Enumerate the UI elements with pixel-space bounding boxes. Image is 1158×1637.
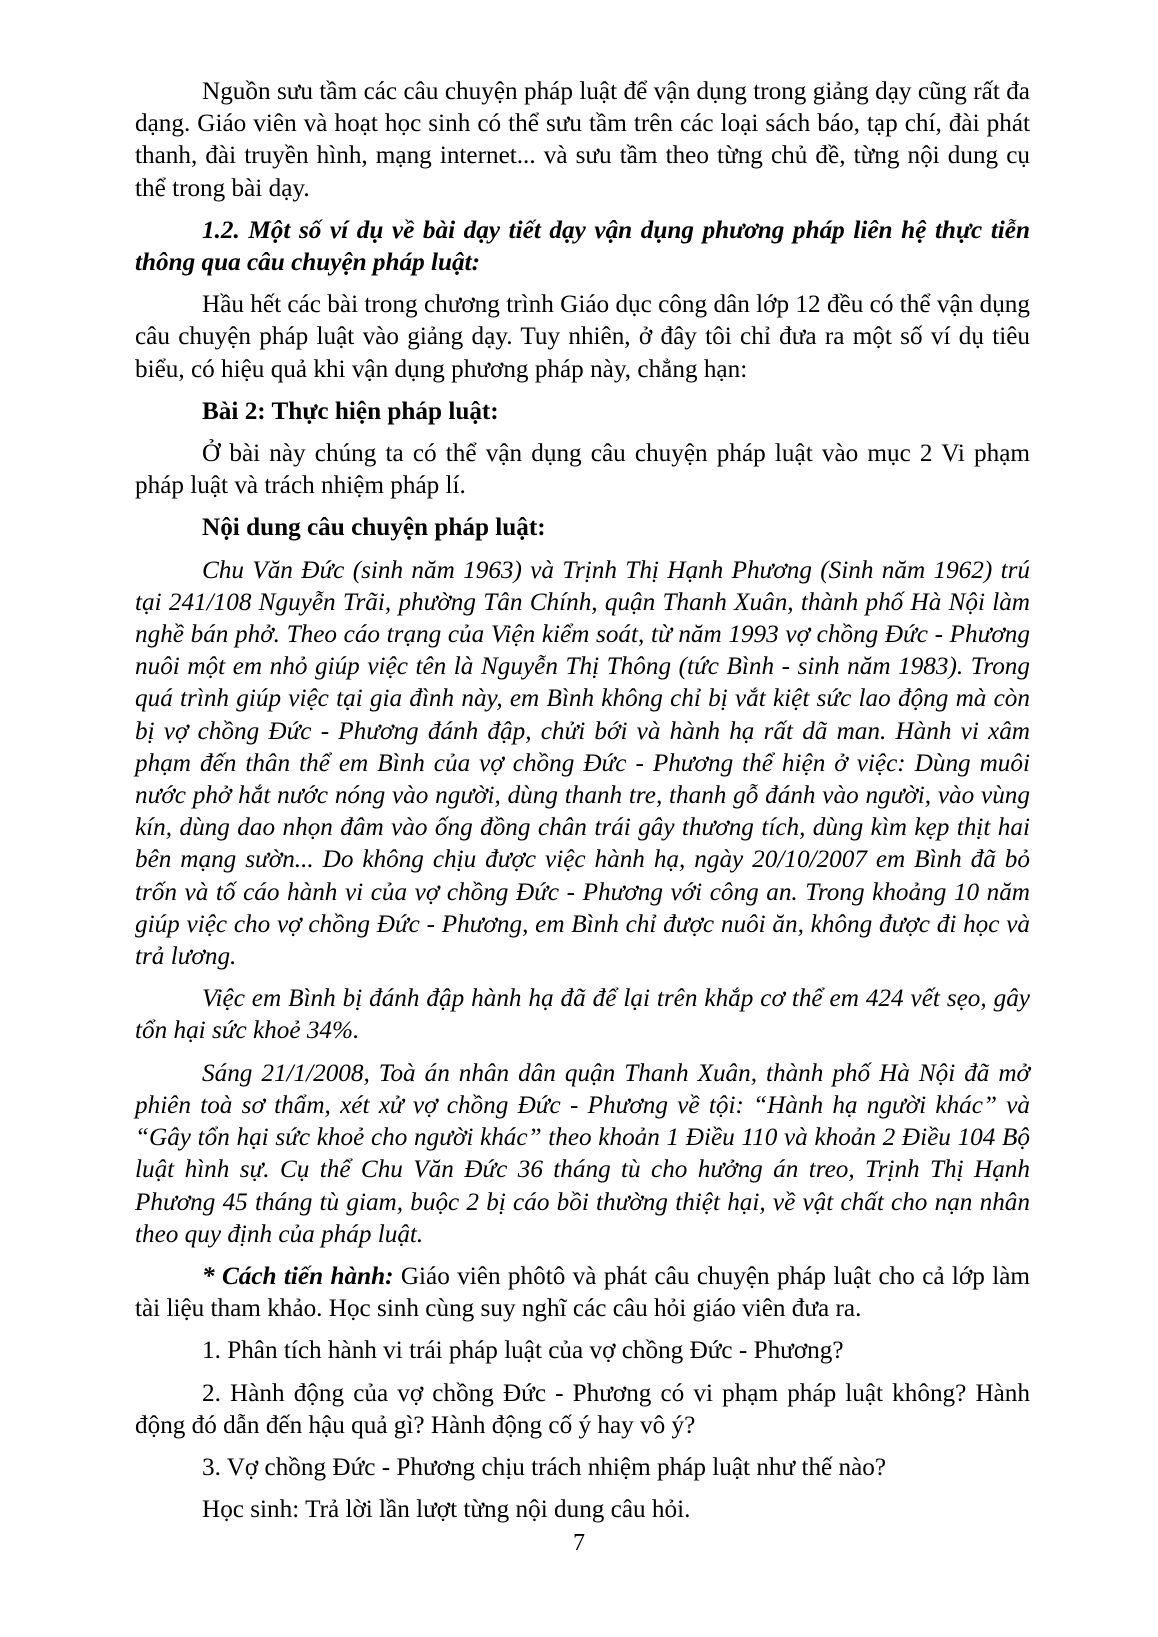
method-paragraph	[135, 1261, 1030, 1325]
question-1: 1. Phân tích hành vi trái pháp luật của vợ chồng Đức - Phương?	[202, 1337, 844, 1365]
document-page	[135, 76, 1030, 1536]
story-heading: Nội dung câu chuyện pháp luật:	[202, 514, 546, 542]
question-2: 2. Hành động của vợ chồng Đức - Phương có vi phạm pháp luật không? Hành động đó dẫn đến hậu quả gì? Hành động cố ý hay vô ý?	[135, 1379, 1030, 1439]
story-paragraph-3: Sáng 21/1/2008, Toà án nhân dân quận Thanh Xuân, thành phố Hà Nội đã mở phiên toà sơ thẩm, xét xử vợ chồng Đức - Phương về tội: “Hành hạ người khác” và “Gây tổn hại sức khoẻ cho người khác” theo khoản 1 Điều 110 và khoản 2 Điều 104 Bộ luật hình sự. Cụ thể Chu Văn Đức 36 tháng tù cho hưởng án treo, Trịnh Thị Hạnh Phương 45 tháng tù giam, buộc 2 bị cáo bồi thường thiệt hại, về vật chất cho nạn nhân theo quy định của pháp luật.	[135, 1059, 1030, 1248]
overview-paragraph: Hầu hết các bài trong chương trình Giáo dục công dân lớp 12 đều có thể vận dụng câu chuyện pháp luật vào giảng dạy. Tuy nhiên, ở đây tôi chỉ đưa ra một số ví dụ tiêu biểu, có hiệu quả khi vận dụng phương pháp này, chẳng hạn:	[135, 291, 1030, 383]
story-paragraph-1: Chu Văn Đức (sinh năm 1963) và Trịnh Thị Hạnh Phương (Sinh năm 1962) trú tại 241/108 Nguyễn Trãi, phường Tân Chính, quận Thanh Xuân, thành phố Hà Nội làm nghề bán phở. Theo cáo trạng của Viện kiểm soát, từ năm 1993 vợ chồng Đức - Phương nuôi một em nhỏ giúp việc tên là Nguyễn Thị Thông (tức Bình - sinh năm 1983). Trong quá trình giúp việc tại gia đình này, em Bình không chỉ bị vắt kiệt sức lao động mà còn bị vợ chồng Đức - Phương đánh đập, chửi bới và hành hạ rất dã man. Hành vi xâm phạm đến thân thể em Bình của vợ chồng Đức - Phương thể hiện ở việc: Dùng muôi nước phở hắt nước nóng vào người, dùng thanh tre, thanh gỗ đánh vào người, vào vùng kín, dùng dao nhọn đâm vào ống đồng chân trái gây thương tích, dùng kìm kẹp thịt hai bên mạng sườn... Do không chịu được việc hành hạ, ngày 20/10/2007 em Bình đã bỏ trốn và tố cáo hành vi của vợ chồng Đức - Phương với công an. Trong khoảng 10 năm giúp việc cho vợ chồng Đức - Phương, em Bình chỉ được nuôi ăn, không được đi học và trả lương.	[135, 556, 1030, 971]
student-answer: Học sinh: Trả lời lần lượt từng nội dung câu hỏi.	[202, 1496, 691, 1524]
story-paragraph-2: Việc em Bình bị đánh đập hành hạ đã để lại trên khắp cơ thể em 424 vết sẹo, gây tổn hại sức khoẻ 34%.	[135, 985, 1030, 1045]
method-label: * Cách tiến hành:	[202, 1262, 394, 1290]
method-text: Giáo viên phôtô và phát câu chuyện pháp luật cho cả lớp làm tài liệu tham khảo. Học sinh cùng suy nghĩ các câu hỏi giáo viên đưa ra.	[135, 1262, 1030, 1323]
intro-paragraph: Nguồn sưu tầm các câu chuyện pháp luật để vận dụng trong giảng dạy cũng rất đa dạng. Giáo viên và hoạt học sinh có thể sưu tầm trên các loại sách báo, tạp chí, đài phát thanh, đài truyền hình, mạng internet... và sưu tầm theo từng chủ đề, từng nội dung cụ thể trong bài dạy.	[135, 78, 1030, 202]
section-heading-1-2: 1.2. Một số ví dụ về bài dạy tiết dạy vận dụng phương pháp liên hệ thực tiễn thông qua câu chuyện pháp luật:	[135, 216, 1030, 277]
lesson-paragraph: Ở bài này chúng ta có thể vận dụng câu chuyện pháp luật vào mục 2 Vi phạm pháp luật và trách nhiệm pháp lí.	[135, 440, 1030, 500]
lesson-title: Bài 2: Thực hiện pháp luật:	[202, 397, 499, 425]
page-number: 7	[573, 1530, 585, 1556]
question-3: 3. Vợ chồng Đức - Phương chịu trách nhiệm pháp luật như thế nào?	[202, 1453, 887, 1481]
